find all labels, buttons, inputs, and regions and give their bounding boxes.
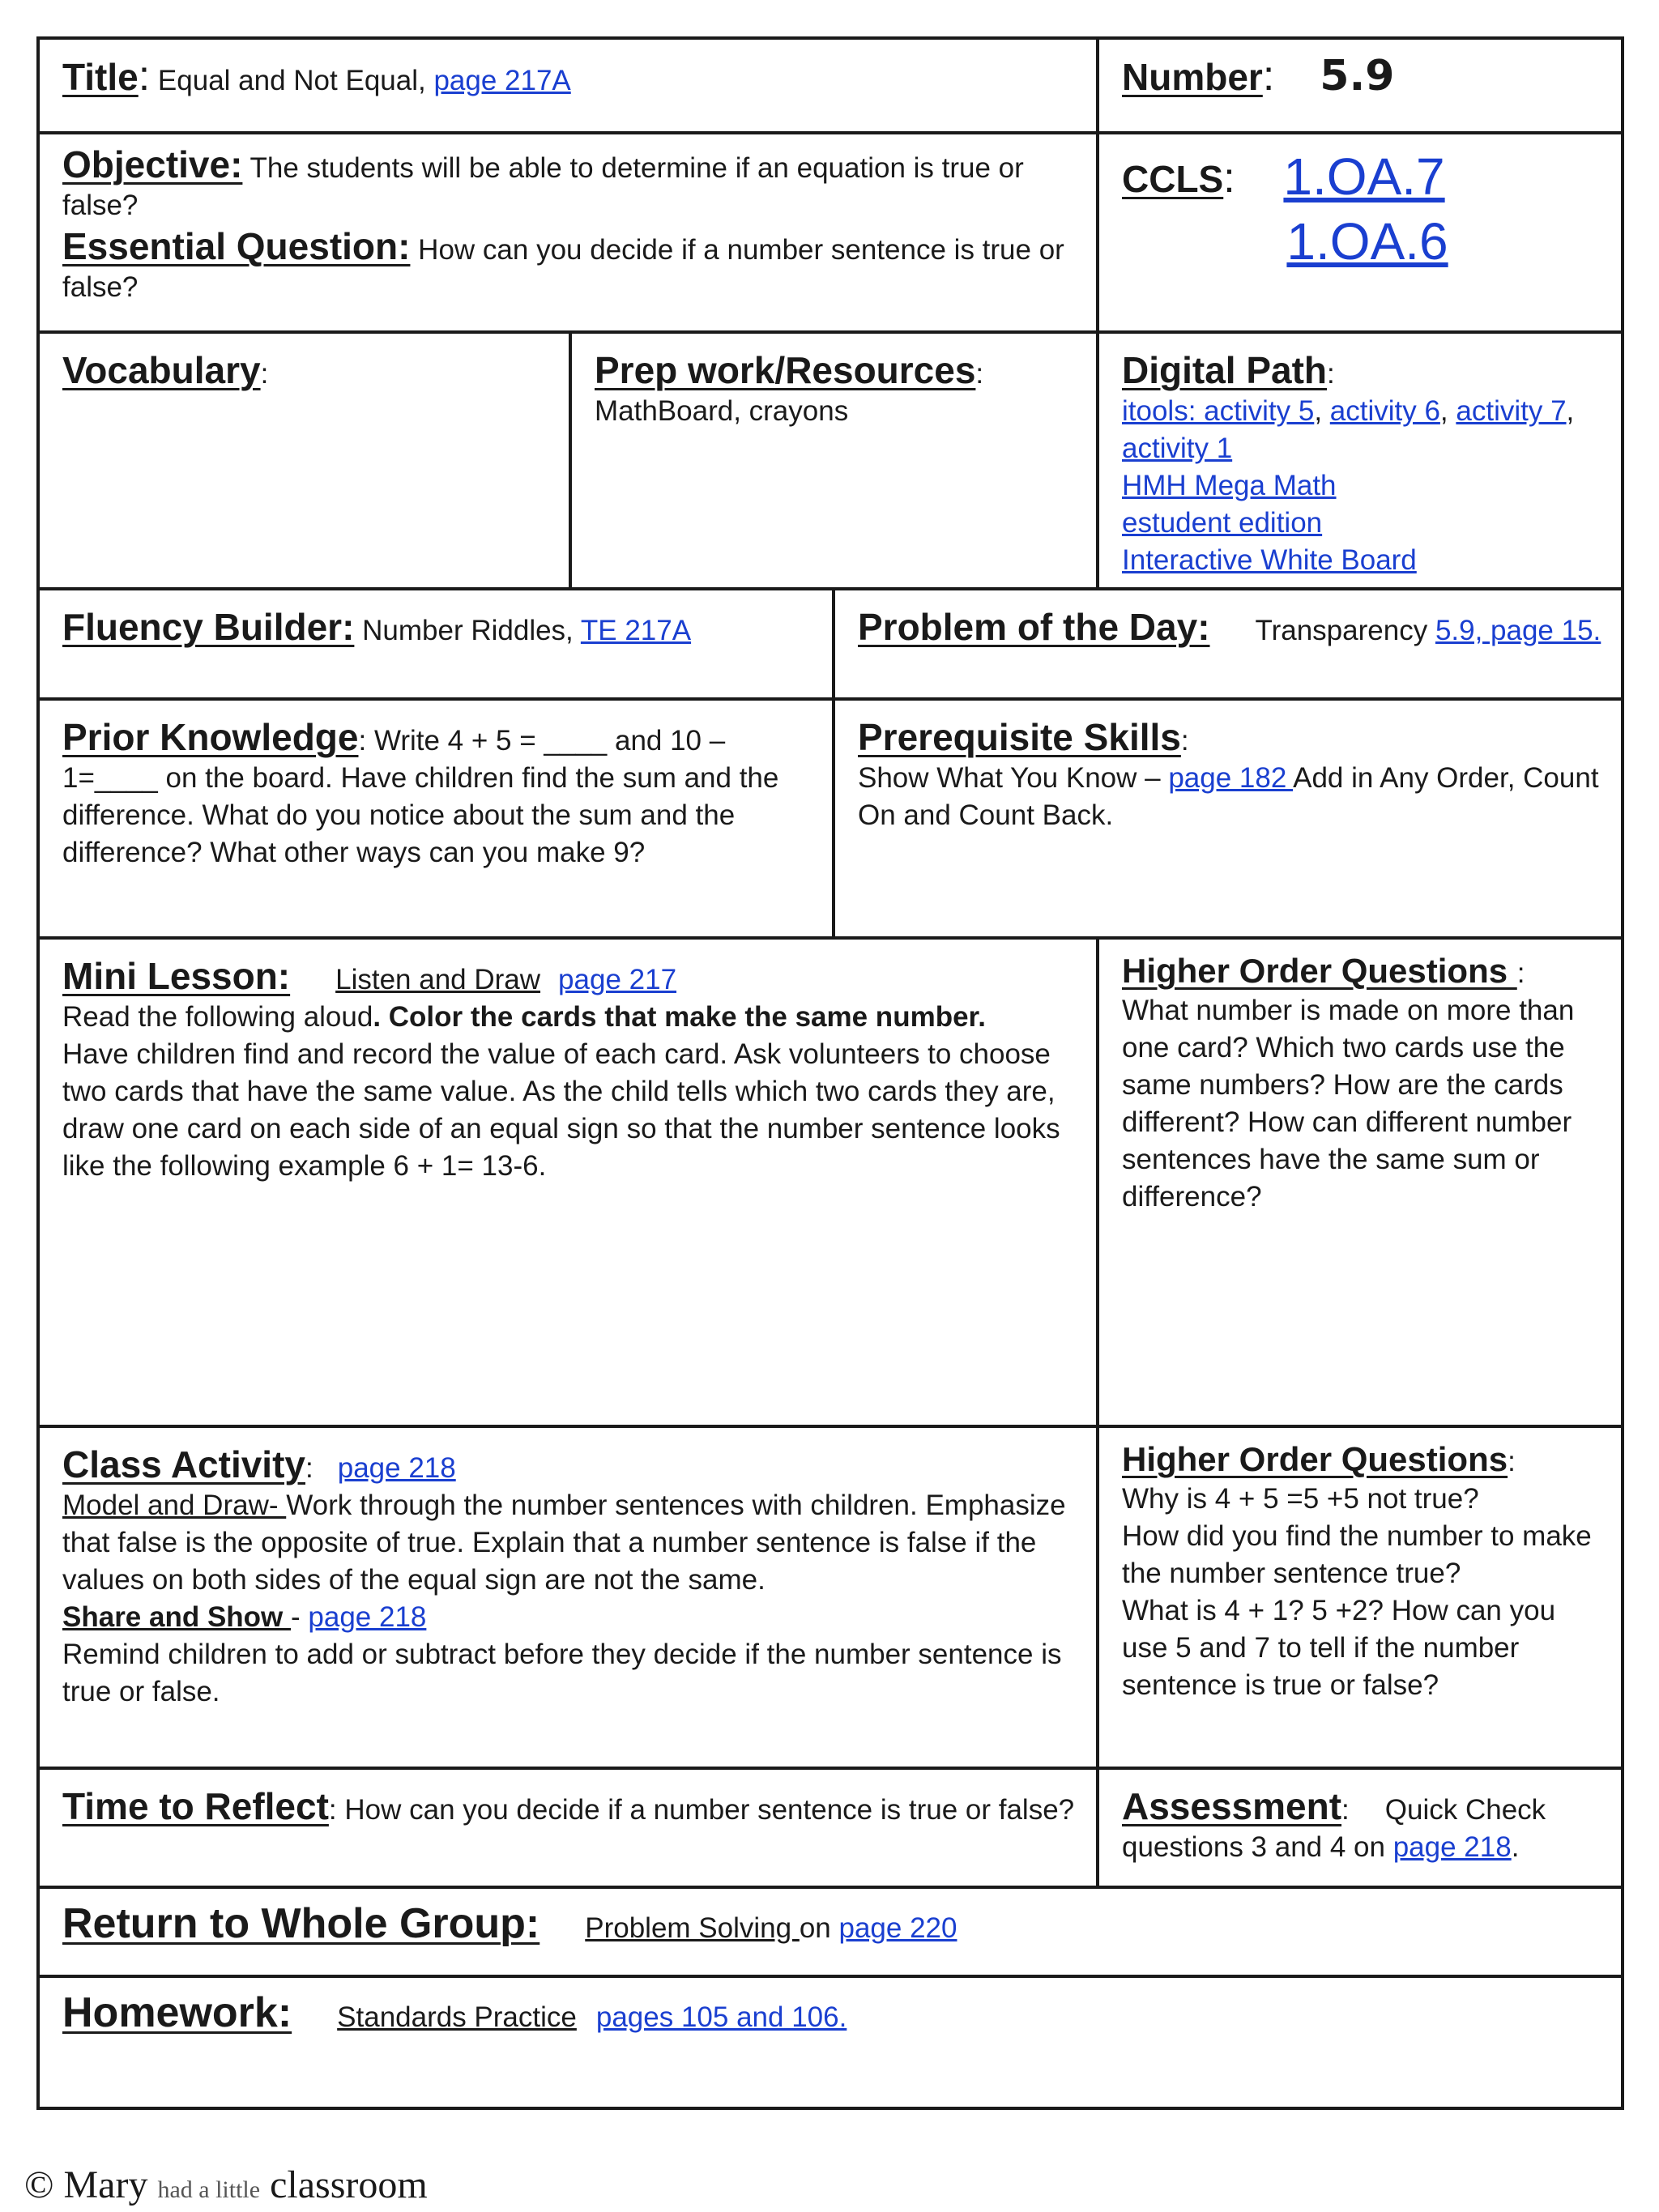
model-draw-text: Work through the number sentences with children. Emphasize that false is the opposite of true. Explain that a number sentence is false if the values on both sides of the equal sign are not the same.: [62, 1490, 1066, 1596]
mini-lesson-body: Have children find and record the value of each card. Ask volunteers to choose two cards that have the same value. As the child tells which two cards they are, draw one card on each side of an equal sign so that the number sentence looks like the following example 6 + 1= 13-6.: [62, 1038, 1060, 1182]
digital-path-link[interactable]: HMH Mega Math: [1122, 470, 1337, 501]
assessment-cell: Assessment: Quick Check questions 3 and 4 on page 218.: [1122, 1785, 1546, 1863]
class-activity-link[interactable]: page 218: [337, 1452, 456, 1484]
digital-path-link[interactable]: Interactive White Board: [1122, 544, 1417, 576]
higher-order-questions-cell-2: Higher Order Questions: Why is 4 + 5 =5 +5 not true? How did you find the number to make the number sentence true? What is 4 + 1? 5 +2? How can you use 5 and 7 to tell if the number sentence is true or false?: [1122, 1440, 1592, 1701]
prerequisite-label: Prerequisite Skills: [858, 716, 1181, 758]
objective-cell: [40, 134, 1096, 330]
copyright-footer: [24, 2163, 428, 2207]
assessment-period: .: [1511, 1831, 1520, 1863]
whole-group-label: Return to Whole Group:: [62, 1900, 540, 1947]
title-label: Title: [62, 56, 139, 98]
assessment-text: Quick Check questions 3 and 4 on: [1122, 1794, 1546, 1863]
prerequisite-cell: Prerequisite Skills: Show What You Know – page 182 Add in Any Order, Count On and Count Back.: [858, 716, 1599, 831]
prep-cell: Prep work/Resources: MathBoard, crayons: [595, 349, 984, 427]
digital-path-link[interactable]: estudent edition: [1122, 507, 1323, 539]
problem-of-day-label: Problem of the Day:: [858, 606, 1210, 648]
homework-text: Standards Practice: [337, 2001, 577, 2033]
homework-cell: [40, 1978, 1627, 2108]
homework-link[interactable]: pages 105 and 106.: [595, 2001, 847, 2033]
model-draw-label: Model and Draw-: [62, 1490, 287, 1521]
ccls-link[interactable]: 1.OA.7: [1283, 147, 1445, 206]
fluency-label: Fluency Builder:: [62, 606, 355, 648]
footer-small: had a little: [157, 2176, 261, 2203]
problem-of-day-text: Transparency: [1255, 615, 1435, 646]
footer-rest: classroom: [270, 2163, 428, 2206]
problem-of-day-cell: [835, 590, 1627, 697]
vocabulary-label: Vocabulary: [62, 349, 261, 391]
digital-path-link[interactable]: itools: activity 5: [1122, 395, 1315, 427]
hoq-label: Higher Order Questions: [1122, 952, 1517, 990]
share-show-link[interactable]: page 218: [308, 1601, 427, 1633]
fluency-text: Number Riddles,: [362, 615, 581, 646]
ccls-link[interactable]: 1.OA.6: [1286, 212, 1448, 271]
assessment-link[interactable]: page 218: [1392, 1831, 1512, 1863]
title-link[interactable]: page 217A: [433, 65, 571, 96]
prior-knowledge-label: Prior Knowledge: [62, 716, 359, 758]
reflect-label: Time to Reflect: [62, 1785, 329, 1827]
mini-lesson-label: Mini Lesson:: [62, 955, 291, 997]
footer-copy: © Mary: [24, 2163, 148, 2206]
digital-path-cell: Digital Path: itools: activity 5, activity 6, activity 7, activity 1 HMH Mega Math estudent edition Interactive White Board: [1122, 349, 1575, 576]
prior-knowledge-text: Write 4 + 5 = ____ and 10 – 1=____ on the board. Have children find the sum and the difference. What do you notice about the sum and the difference? What other ways can you make 9?: [62, 725, 779, 868]
fluency-link[interactable]: TE 217A: [580, 615, 692, 646]
prerequisite-text: Show What You Know –: [858, 762, 1169, 794]
title-cell: Title: Equal and Not Equal, page 217A: [62, 53, 571, 100]
prerequisite-text: Add in Any Order, Count On and Count Back.: [858, 762, 1599, 831]
objective-text: The students will be able to determine if an equation is true or false?: [62, 152, 1024, 221]
prior-knowledge-cell: Prior Knowledge: Write 4 + 5 = ____ and 10 – 1=____ on the board. Have children find the sum and the difference. What do you notice about the sum and the difference? What other ways can you make 9?: [62, 716, 779, 868]
homework-label: Homework:: [62, 1989, 292, 2036]
hoq2-line: What is 4 + 1? 5 +2? How can you use 5 and 7 to tell if the number sentence is true or false?: [1122, 1595, 1556, 1701]
number-cell: Number: 5.9: [1122, 52, 1395, 100]
vocabulary-cell: Vocabulary:: [62, 349, 269, 391]
prerequisite-link[interactable]: page 182: [1168, 762, 1294, 794]
digital-path-link[interactable]: activity 7: [1456, 395, 1567, 427]
ccls-label: CCLS: [1122, 158, 1224, 200]
problem-of-day-link[interactable]: 5.9, page 15.: [1435, 615, 1601, 646]
essential-question-text: How can you decide if a number sentence is true or false?: [62, 234, 1064, 303]
higher-order-questions-cell: Higher Order Questions : What number is made on more than one card? Which two cards use the same numbers? How are the cards different? How can different number sentences have the same sum or difference?: [1122, 952, 1575, 1213]
mini-lesson-link[interactable]: page 217: [558, 964, 677, 995]
whole-group-cell: [40, 1889, 1627, 1975]
hoq2-line: How did you find the number to make the number sentence true?: [1122, 1520, 1592, 1589]
class-activity-label: Class Activity: [62, 1443, 305, 1485]
reflect-cell: Time to Reflect: How can you decide if a number sentence is true or false?: [62, 1785, 1075, 1827]
whole-group-text: Problem Solving: [585, 1912, 800, 1944]
mini-lesson-read-bold: . Color the cards that make the same number.: [373, 1001, 986, 1033]
ccls-cell: CCLS: $\frac{1.OA.7}{1.OA.6}$: [1122, 147, 1448, 271]
hoq-text: What number is made on more than one card? Which two cards use the same numbers? How are the cards different? How can different number sentences have the same sum or difference?: [1122, 995, 1575, 1213]
whole-group-link[interactable]: page 220: [838, 1912, 957, 1944]
share-show-label: Share and Show: [62, 1601, 291, 1633]
prep-label: Prep work/Resources: [595, 349, 976, 391]
mini-lesson-read: Read the following aloud: [62, 1001, 373, 1033]
title-text: Equal and Not Equal,: [157, 65, 434, 96]
digital-path-link[interactable]: activity 1: [1122, 433, 1233, 464]
class-activity-cell: Class Activity: page 218 Model and Draw- Work through the number sentences with children. Emphasize that false is the opposite of true. Explain that a number sentence is false if the values on both sides of the equal sign are not the same. Share and Show - page 218 Remind children to add or subtract before they decide if the number sentence is true or false.: [62, 1443, 1066, 1707]
lesson-plan-table: [36, 36, 1624, 2110]
mini-lesson-cell: [40, 940, 1096, 1425]
prep-text: MathBoard, crayons: [595, 395, 849, 427]
hoq2-label: Higher Order Questions: [1122, 1440, 1508, 1478]
digital-path-label: Digital Path: [1122, 349, 1328, 391]
reflect-text: How can you decide if a number sentence is true or false?: [344, 1794, 1075, 1826]
share-show-text: Remind children to add or subtract before they decide if the number sentence is true or false.: [62, 1639, 1062, 1707]
number-label: Number: [1122, 56, 1263, 98]
objective-label: Objective:: [62, 143, 243, 185]
mini-lesson-sub: Listen and Draw: [335, 964, 541, 995]
assessment-label: Assessment: [1122, 1785, 1342, 1827]
fluency-cell: [40, 590, 832, 697]
number-value: 5.9: [1320, 52, 1395, 100]
whole-group-on: on: [799, 1912, 839, 1944]
digital-path-link[interactable]: activity 6: [1329, 395, 1440, 427]
hoq2-line: Why is 4 + 5 =5 +5 not true?: [1122, 1483, 1479, 1515]
essential-question-label: Essential Question:: [62, 225, 411, 267]
